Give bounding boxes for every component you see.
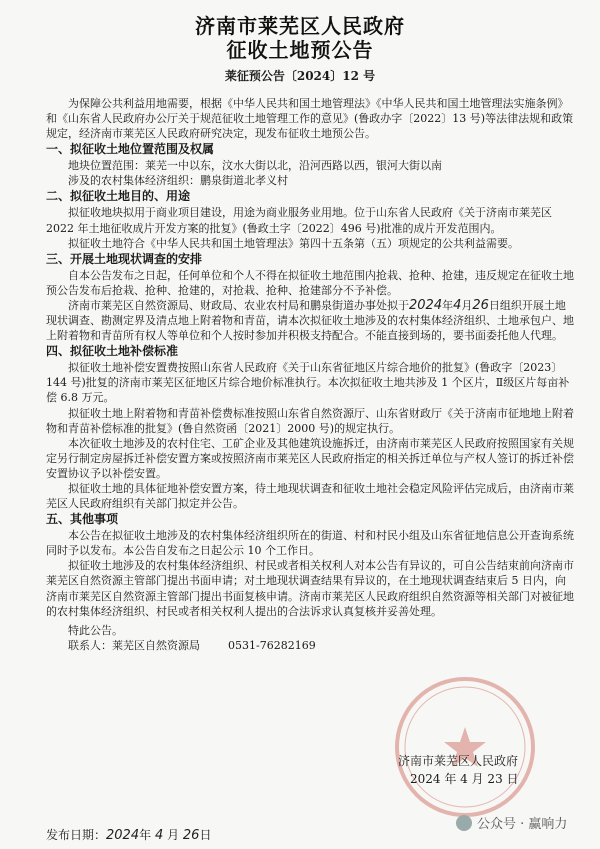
section-heading: 一、拟征收土地位置范围及权属 [46,142,215,157]
document-number: 莱征预公告〔2024〕12 号 [224,69,376,83]
document-body [46,96,576,653]
official-seal [390,672,540,822]
publish-day: 26 [182,828,200,843]
section-heading: 三、开展土地现状调查的安排 [46,251,203,266]
publish-year-unit: 年 [139,828,152,842]
document-title: 征收土地预公告 [226,38,374,62]
publish-date [46,826,211,843]
publish-day-unit: 日 [199,828,212,842]
section-heading: 五、其他事项 [46,512,119,527]
publish-month: 4 [154,828,164,843]
wechat-watermark [456,813,567,832]
contact-phone: 0531-76282169 [228,638,316,652]
demolition-paragraph: 本次征收土地涉及的农村住宅、工矿企业及其他建筑设施拆迁，由济南市莱芜区人民政府按照国家有关规定另行制定房屋拆迁补偿安置方案或按照济南市莱芜区人民政府指定的相关拆迁单位与产权人签订的拆迁补偿安置协议予以补偿安置。 [46,436,574,480]
survey-paragraph [46,298,576,343]
public-interest-paragraph: 拟征收土地符合《中华人民共和国土地管理法》第四十五条第（五）项规定的公共利益需要。 [68,236,519,250]
publish-year: 2024 [106,828,140,843]
document-issuer-title: 济南市莱芜区人民政府 [195,14,405,38]
purpose-paragraph: 拟征收地块拟用于商业项目建设，用途为商业服务业用地。位于山东省人民政府《关于济南市莱芜区 2022 年土地征收成片开发方案的批复》(鲁政土字〔2022〕496 号)批准的成片开发范围内。 [46,206,552,235]
survey-pre-text: 济南市莱芜区自然资源局、财政局、农业农村局和鹏泉街道办事处拟于 [68,298,409,312]
signature-date: 2024 年 4 月 23 日 [410,772,519,786]
publish-month-unit: 月 [167,828,180,842]
prohibition-paragraph: 自本公告发布之日起，任何单位和个人不得在拟征收土地范围内抢栽、抢种、抢建，违反规定在征收土地预公告发布后抢栽、抢种、抢建的，对抢栽、抢种、抢建部分不予补偿。 [46,268,574,297]
watermark-label: 公众号 · 赢响力 [477,817,568,832]
section-heading: 四、拟征收土地补偿标准 [46,344,179,359]
closing-text: 特此公告。 [68,623,123,637]
survey-post-text: 日组织开展土地现状调查、勘测定界及清点地上附着物和青苗，请本次拟征收土地涉及的农村集体经济组织、土地承包户、地上附着物和青苗所有权人等单位和个人按时参加并积极支持配合。不能直接到场的，要书面委托他人代理。 [46,298,574,343]
intro-paragraph: 为保障公共利益用地需要，根据《中华人民共和国土地管理法》《中华人民共和国土地管理法实施条例》和《山东省人民政府办公厅关于规范征收土地管理工作的意见》(鲁政办字〔2022〕13 号)等法律法规和政策规定，经济南市莱芜区人民政府研究决定，现发布征收土地预公告。 [46,97,574,141]
section-heading: 二、拟征收土地目的、用途 [46,189,191,204]
month-unit: 月 [461,298,473,312]
compensation-paragraph: 拟征收土地补偿安置费按照山东省人民政府《关于山东省征地区片综合地价的批复》(鲁政字〔2023〕144 号)批复的济南市莱芜区征地区片综合地价标准执行。本次拟征收土地共涉及 1 个区片，Ⅱ级区片每亩补偿 6.8 万元。 [46,361,570,405]
handwritten-month: 4 [453,297,462,313]
year-unit: 年 [442,298,454,312]
handwritten-year: 2024 [409,297,443,313]
attachment-compensation-paragraph: 拟征收土地上附着物和青苗补偿费标准按照山东省自然资源厅、山东省财政厅《关于济南市征地地上附着物和青苗补偿标准的批复》(鲁自然资函〔2021〕2000 号)的规定执行。 [46,406,574,435]
handwritten-day: 26 [472,297,489,313]
contact-label: 联系人：莱芜区自然资源局 [68,638,200,652]
location-line: 地块位置范围：莱芜一中以东，汶水大街以北，沿河西路以西，银河大街以南 [68,159,442,173]
publish-label: 发布日期： [46,828,107,842]
wechat-icon [456,815,472,831]
resettlement-plan-paragraph: 拟征收土地的具体征地补偿安置方案，待土地现状调查和征收土地社会稳定风险评估完成后，由济南市莱芜区人民政府组织有关部门拟定并公告。 [46,481,574,511]
objection-paragraph: 拟征收土地涉及的农村集体经济组织、村民或者相关权利人对本公告有异议的，可自公告结束前向济南市莱芜区自然资源主管部门提出书面申请；对土地现状调查结果有异议的，在土地现状调查结束后 5 日内，向济南市莱芜区自然资源主管部门提出书面复核申请。济南市莱芜区人民政府组织自然资源等相关部门对被征地的农村集体经济组织、村民或者相关权利人提出的合法诉求认真复核并妥善处理。 [46,559,574,618]
collective-line: 涉及的农村集体经济组织：鹏泉街道北孝义村 [68,174,288,188]
signature-organization: 济南市莱芜区人民政府 [398,754,519,768]
publication-paragraph: 本公告在拟征收土地涉及的农村集体经济组织所在的街道、村和村民小组及山东省征地信息公开查询系统同时予以发布。本公告自发布之日起公示 10 个工作日。 [46,529,574,558]
contact-line [46,638,576,653]
